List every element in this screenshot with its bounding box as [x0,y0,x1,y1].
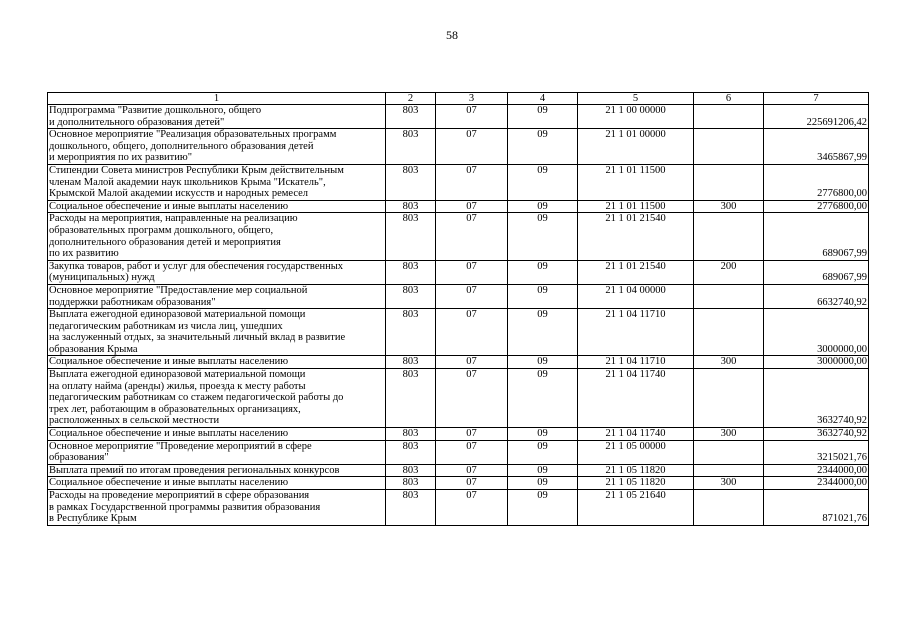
expense-type-cell: 200 [694,260,764,284]
section-code-cell: 07 [436,356,508,369]
target-article-cell: 21 1 05 21640 [578,490,694,526]
amount-cell: 3000000,00 [764,309,869,356]
ministry-code-cell: 803 [386,440,436,464]
amount-cell: 3000000,00 [764,356,869,369]
ministry-code-cell: 803 [386,200,436,213]
amount-cell: 225691206,42 [764,105,869,129]
amount-cell: 3215021,76 [764,440,869,464]
expense-name-cell: Подпрограмма "Развитие дошкольного, общего и дополнительного образования детей" [48,105,386,129]
section-code-cell: 07 [436,464,508,477]
table-row [48,440,869,464]
expense-name-cell: Социальное обеспечение и иные выплаты населению [48,477,386,490]
target-article-cell: 21 1 04 11740 [578,428,694,441]
column-header: 4 [508,93,578,105]
expense-type-cell: 300 [694,356,764,369]
section-code-cell: 07 [436,129,508,165]
amount-cell: 6632740,92 [764,284,869,308]
ministry-code-cell: 803 [386,284,436,308]
expense-name-cell: Выплата премий по итогам проведения региональных конкурсов [48,464,386,477]
subsection-code-cell: 09 [508,309,578,356]
column-header: 2 [386,93,436,105]
ministry-code-cell: 803 [386,369,436,428]
subsection-code-cell: 09 [508,428,578,441]
table-row [48,284,869,308]
amount-cell: 689067,99 [764,260,869,284]
amount-cell: 3465867,99 [764,129,869,165]
expense-type-cell [694,309,764,356]
amount-cell: 689067,99 [764,213,869,260]
expense-type-cell [694,105,764,129]
amount-cell: 871021,76 [764,490,869,526]
section-code-cell: 07 [436,490,508,526]
subsection-code-cell: 09 [508,440,578,464]
ministry-code-cell: 803 [386,105,436,129]
section-code-cell: 07 [436,260,508,284]
ministry-code-cell: 803 [386,129,436,165]
expense-name-cell: Основное мероприятие "Предоставление мер социальной поддержки работникам образования" [48,284,386,308]
expense-name-cell: Выплата ежегодной единоразовой материальной помощи педагогическим работникам из числа лиц, ушедших на заслуженный отдых, за значительный личный вклад в развитие образования Крыма [48,309,386,356]
expense-type-cell [694,369,764,428]
amount-cell: 2776800,00 [764,200,869,213]
expense-name-cell: Социальное обеспечение и иные выплаты населению [48,428,386,441]
target-article-cell: 21 1 04 11710 [578,309,694,356]
amount-cell: 3632740,92 [764,428,869,441]
subsection-code-cell: 09 [508,464,578,477]
expense-type-cell [694,490,764,526]
column-header: 1 [48,93,386,105]
ministry-code-cell: 803 [386,356,436,369]
section-code-cell: 07 [436,440,508,464]
expense-name-cell: Социальное обеспечение и иные выплаты населению [48,356,386,369]
table-row [48,309,869,356]
expense-name-cell: Закупка товаров, работ и услуг для обеспечения государственных (муниципальных) нужд [48,260,386,284]
subsection-code-cell: 09 [508,105,578,129]
ministry-code-cell: 803 [386,164,436,200]
expense-type-cell [694,129,764,165]
ministry-code-cell: 803 [386,490,436,526]
table-row [48,213,869,260]
table-row [48,356,869,369]
column-header: 6 [694,93,764,105]
target-article-cell: 21 1 04 11740 [578,369,694,428]
table-row [48,260,869,284]
section-code-cell: 07 [436,477,508,490]
expense-type-cell [694,284,764,308]
column-header: 7 [764,93,869,105]
target-article-cell: 21 1 05 00000 [578,440,694,464]
section-code-cell: 07 [436,200,508,213]
table-row [48,200,869,213]
expense-type-cell: 300 [694,428,764,441]
target-article-cell: 21 1 01 21540 [578,260,694,284]
ministry-code-cell: 803 [386,309,436,356]
amount-cell: 2344000,00 [764,464,869,477]
subsection-code-cell: 09 [508,490,578,526]
subsection-code-cell: 09 [508,164,578,200]
expense-name-cell: Выплата ежегодной единоразовой материальной помощи на оплату найма (аренды) жилья, проезда к месту работы педагогическим работникам со стажем педагогической работы до трех лет, работающим в образовательных организациях, расположенных в сельской местности [48,369,386,428]
table-row [48,428,869,441]
target-article-cell: 21 1 01 11500 [578,200,694,213]
expense-type-cell: 300 [694,200,764,213]
table-body [48,105,869,526]
subsection-code-cell: 09 [508,369,578,428]
ministry-code-cell: 803 [386,428,436,441]
target-article-cell: 21 1 05 11820 [578,464,694,477]
subsection-code-cell: 09 [508,477,578,490]
amount-cell: 2344000,00 [764,477,869,490]
table-row [48,129,869,165]
expense-type-cell [694,464,764,477]
section-code-cell: 07 [436,105,508,129]
section-code-cell: 07 [436,369,508,428]
expense-type-cell: 300 [694,477,764,490]
table-row [48,369,869,428]
amount-cell: 2776800,00 [764,164,869,200]
subsection-code-cell: 09 [508,260,578,284]
expense-type-cell [694,440,764,464]
target-article-cell: 21 1 01 00000 [578,129,694,165]
ministry-code-cell: 803 [386,477,436,490]
amount-cell: 3632740,92 [764,369,869,428]
section-code-cell: 07 [436,428,508,441]
table-row [48,464,869,477]
section-code-cell: 07 [436,309,508,356]
target-article-cell: 21 1 04 00000 [578,284,694,308]
expense-name-cell: Стипендии Совета министров Республики Крым действительным членам Малой академии наук школьников Крыма "Искатель", Крымской Малой академии искусств и народных ремесел [48,164,386,200]
target-article-cell: 21 1 01 21540 [578,213,694,260]
budget-table [47,92,869,526]
expense-name-cell: Основное мероприятие "Проведение мероприятий в сфере образования" [48,440,386,464]
expense-name-cell: Расходы на мероприятия, направленные на реализацию образовательных программ дошкольного, общего, дополнительного образования детей и мероприятия по их развитию [48,213,386,260]
expense-name-cell: Расходы на проведение мероприятий в сфере образования в рамках Государственной программы развития образования в Республике Крым [48,490,386,526]
subsection-code-cell: 09 [508,356,578,369]
subsection-code-cell: 09 [508,129,578,165]
target-article-cell: 21 1 00 00000 [578,105,694,129]
section-code-cell: 07 [436,284,508,308]
table-row [48,477,869,490]
expense-name-cell: Социальное обеспечение и иные выплаты населению [48,200,386,213]
expense-type-cell [694,164,764,200]
expense-type-cell [694,213,764,260]
subsection-code-cell: 09 [508,213,578,260]
subsection-code-cell: 09 [508,200,578,213]
target-article-cell: 21 1 04 11710 [578,356,694,369]
page-number: 58 [446,28,458,42]
expense-name-cell: Основное мероприятие "Реализация образовательных программ дошкольного, общего, дополнительного образования детей и мероприятия по их развитию" [48,129,386,165]
ministry-code-cell: 803 [386,464,436,477]
table-header-row [48,93,869,105]
ministry-code-cell: 803 [386,260,436,284]
table-row [48,105,869,129]
section-code-cell: 07 [436,164,508,200]
table-row [48,490,869,526]
subsection-code-cell: 09 [508,284,578,308]
column-header: 3 [436,93,508,105]
table-row [48,164,869,200]
section-code-cell: 07 [436,213,508,260]
ministry-code-cell: 803 [386,213,436,260]
target-article-cell: 21 1 05 11820 [578,477,694,490]
target-article-cell: 21 1 01 11500 [578,164,694,200]
column-header: 5 [578,93,694,105]
